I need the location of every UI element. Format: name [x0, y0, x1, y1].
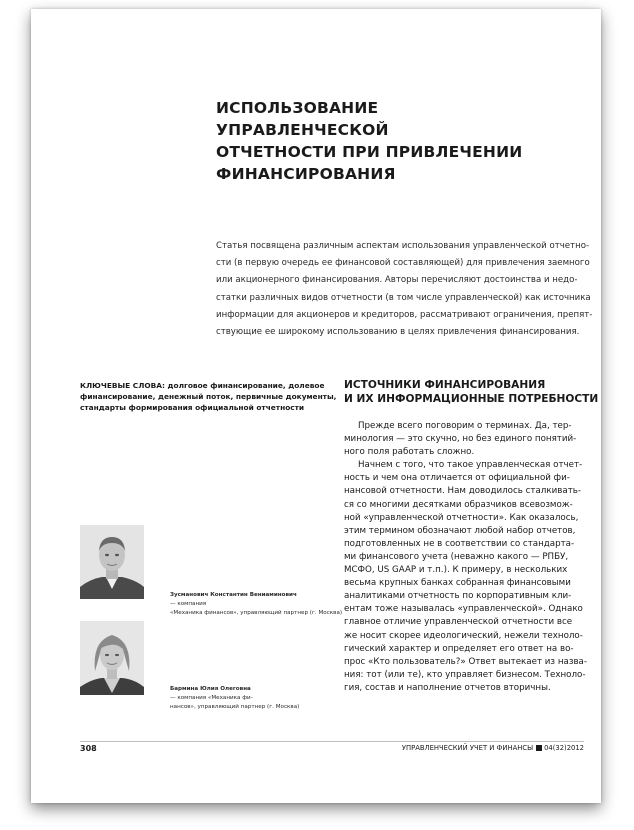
body-line: ность и чем она отличается от официальной фи- — [344, 473, 570, 484]
body-line: же носит скорее идеологический, нежели техноло- — [344, 630, 583, 641]
body-line: подготовленных не в соответствии со стандарта- — [344, 538, 575, 549]
section-heading-line: И ИХ ИНФОРМАЦИОННЫЕ ПОТРЕБНОСТИ — [344, 393, 599, 405]
square-bullet-icon — [536, 745, 542, 751]
body-line: этим термином обозначают любой набор отчетов, — [344, 525, 576, 536]
section-heading-line: ИСТОЧНИКИ ФИНАНСИРОВАНИЯ — [344, 379, 546, 391]
author-affiliation: нансов», управляющий партнер (г. Москва) — [170, 704, 300, 710]
body-line: ентам тоже называлась «управленческой». Однако — [344, 604, 583, 615]
section-body — [344, 420, 592, 695]
abstract-line: статки различных видов отчетности (в том числе управленческой) как источника — [216, 292, 591, 303]
body-line: ми финансового учета (неважно какого — РПБУ, — [344, 551, 569, 562]
body-line: прос «Кто пользователь?» Ответ вытекает из назва- — [344, 656, 588, 667]
body-line: аналитиками отчетность по корпоративным кли- — [344, 591, 572, 602]
body-line: ного поля работать сложно. — [344, 447, 475, 458]
author-photo-zusmanovich — [80, 525, 144, 599]
body-line: гический характер и определяет его ответ на во- — [344, 643, 574, 654]
author-name: Зусманович Константин Вениаминович — [170, 592, 297, 598]
author-affiliation: — компания «Механика фи- — [170, 695, 253, 701]
page-number: 308 — [80, 744, 97, 753]
body-line: весьма крупных банках собранная финансовыми — [344, 578, 571, 589]
body-line: Начнем с того, что такое управленческая отчет- — [358, 460, 583, 471]
body-line: нансовой отчетности. Нам доводилось сталкивать- — [344, 486, 582, 497]
author-photo-barmina — [80, 621, 144, 695]
caption-line — [170, 591, 340, 609]
body-line: ся со многими десятками образчиков всевозмож- — [344, 499, 573, 510]
keywords-text: стандарты формирования официальной отчетности — [80, 403, 305, 412]
body-line: главное отличие управленческой отчетности все — [344, 617, 573, 628]
title-line: ФИНАНСИРОВАНИЯ — [216, 165, 396, 183]
journal-issue: 04(32)2012 — [544, 744, 584, 752]
title-line: ОТЧЕТНОСТИ ПРИ ПРИВЛЕЧЕНИИ — [216, 143, 523, 161]
body-line: гия, состав и наполнение отчетов вторичны. — [344, 682, 551, 693]
author-portrait-image — [80, 621, 144, 695]
body-line: Прежде всего поговорим о терминах. Да, тер- — [358, 421, 572, 431]
abstract-line: сти (в первую очередь ее финансовой составляющей) для привлечения заемного — [216, 258, 590, 269]
keywords-line-first — [80, 380, 325, 391]
caption-line — [170, 685, 340, 703]
section-heading — [344, 378, 599, 406]
journal-footer — [402, 744, 584, 752]
author-portrait-image — [80, 525, 144, 599]
abstract-line: информации для акционеров и кредиторов, рассматривают ограничения, препят- — [216, 309, 593, 320]
abstract-line: Статья посвящена различным аспектам использования управленческой отчетно- — [216, 241, 590, 251]
author-name: Бармина Юлия Олеговна — [170, 686, 251, 692]
body-line: ния: тот (или те), кто управляет бизнесом. Техноло- — [344, 669, 586, 680]
article-title — [216, 97, 556, 185]
abstract-line: или акционерного финансирования. Авторы перечисляют достоинства и недо- — [216, 275, 578, 286]
journal-name: УПРАВЛЕНЧЕСКИЙ УЧЕТ И ФИНАНСЫ — [401, 744, 534, 752]
title-line: ИСПОЛЬЗОВАНИЕ УПРАВЛЕНЧЕСКОЙ — [216, 99, 389, 139]
footer-rule — [80, 741, 584, 742]
body-line: минология — это скучно, но без единого понятий- — [344, 434, 577, 445]
body-line: ной «управленческой отчетности». Как оказалось, — [344, 512, 579, 523]
abstract-line: ствующие ее широкому использованию в целях привлечения финансирования. — [216, 327, 580, 338]
author-affiliation: — компания — [170, 601, 207, 607]
body-line: МСФО, US GAAP и т.п.). К примеру, в нескольких — [344, 565, 568, 576]
article-abstract — [216, 238, 593, 341]
keywords-label: КЛЮЧЕВЫЕ СЛОВА: — [80, 381, 165, 390]
author-affiliation: «Механика финансов», управляющий партнер (г. Москва) — [170, 610, 343, 616]
author-caption-zusmanovich — [170, 591, 343, 618]
keywords-text: долговое финансирование, долевое — [164, 381, 325, 390]
author-caption-barmina — [170, 685, 340, 712]
keywords-block — [80, 380, 337, 413]
keywords-text: финансирование, денежный поток, первичные документы, — [80, 392, 337, 401]
